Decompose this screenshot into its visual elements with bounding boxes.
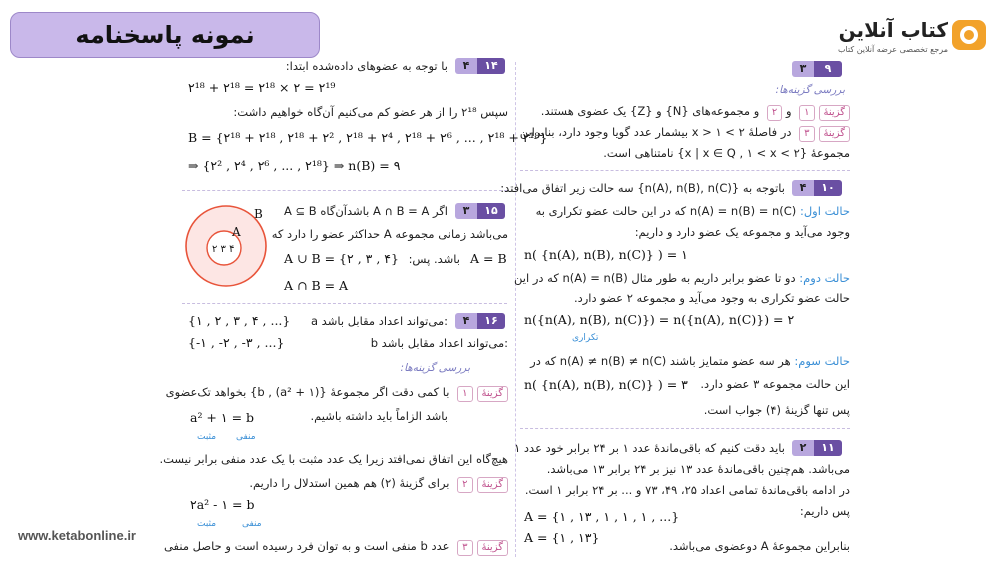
q16-line1-text: a می‌تواند اعداد مقابل باشد: [310,314,448,328]
q15-badge [455,203,505,219]
q16-line2-text: b می‌تواند اعداد مقابل باشد: [370,336,508,350]
q10-case2-text: دو تا عضو برابر داریم به طور مثال n(A) = n(B) که در این [514,271,796,285]
q9-answer: ۳ [792,61,814,77]
q10-case1-text: n(A) = n(B) = n(C) که در این حالت عضو تکراری به [535,204,797,218]
q14-math3: ⇒ {۲² , ۲⁴ , ۲⁶ , ... , ۲¹⁸} ⇒ n(B) = ۹ [188,158,401,173]
page-title-badge [10,12,320,58]
q14-math2: B = {۲¹⁸ + ۲¹⁸ , ۲¹⁸ + ۲² , ۲¹⁸ + ۲⁴ , ۲¹⁸ + ۲⁶ , ... , ۲¹⁸ + ۲¹⁸} [188,130,548,145]
q11-conclusion: بنابراین مجموعهٔ A دوعضوی می‌باشد. [669,539,850,553]
q10-number: ۱۰ [814,180,842,196]
q9-line2 [520,124,850,142]
q16-opt3-text: عدد b منفی است و به توان فرد رسیده است و حاصل منفی [163,539,450,553]
q11-badge [792,440,842,456]
q9-line2-text: در فاصلهٔ ۲ > x > ۱ بیشمار عدد گویا وجود دارد، بنابراین [519,125,792,139]
q14-number: ۱۴ [477,58,505,74]
q15-line2: می‌باشد زمانی مجموعه A حداکثر عضو را دارد که [271,227,508,241]
q9-opt-label-3: گزینهٔ [819,126,850,142]
q14-badge [455,58,505,74]
q10-conclusion: پس تنها گزینهٔ (۴) جواب است. [703,403,850,417]
q14-answer: ۴ [455,58,477,74]
q9-review-heading: بررسی گزینه‌ها: [775,84,845,96]
q14-line1: با توجه به عضوهای داده‌شده ابتدا: [285,59,448,73]
q11-number: ۱۱ [814,440,842,456]
q10-case2-math: n({n(A), n(B), n(C)}) = n({n(A), n(C)}) = ۲ [524,312,795,327]
page-title: نمونه پاسخنامه [75,21,255,49]
q16-opt2 [249,475,508,493]
q10-case3-text: هر سه عضو متمایز باشند n(A) ≠ n(B) ≠ n(C) که در [530,354,791,368]
q9-opt-key-3: ۳ [799,126,814,142]
q10-case3 [530,353,850,369]
q16-badge [455,313,505,329]
q9-opt-key-1: ۱ [799,105,814,121]
q10-answer: ۴ [792,180,814,196]
separator [520,170,850,171]
q9-badge [792,61,842,77]
q16-answer: ۴ [455,313,477,329]
q16-review-heading: بررسی گزینه‌ها: [400,362,470,374]
q10-case2 [514,270,850,286]
logo-subtitle: مرجع تخصصی عرضه آنلاین کتاب [837,45,948,54]
q10-case3-text2: این حالت مجموعه ۳ عضو دارد. [700,377,850,391]
q10-case1-math: n( {n(A), n(B), n(C)} ) = ۱ [524,247,688,262]
q15-line3-text: باشد. پس: [408,252,460,266]
q16-opt2-key: ۲ [457,477,472,493]
q16-opt1-text3: هیچ‌گاه این اتفاق نمی‌افتد زیرا یک عدد مثبت با یک عدد منفی برابر نیست. [159,452,508,466]
q9-line1: گزینهٔ۱ و ۲ و مجموعه‌های {N} و {Z} یک عضوی هستند. [541,103,850,121]
q10-case2-label: حالت دوم: [799,271,850,285]
q15-number: ۱۵ [477,203,505,219]
q15-math-intersection: A ∩ B = A [284,278,349,293]
q11-line1: باید دقت کنیم که باقی‌ماندهٔ عدد ۱ بر ۲۴ برابر خود عدد ۱ [514,441,785,455]
q9-opt-key-2: ۲ [767,105,782,121]
q16-opt1-math: a² + ۱ = b [190,410,255,425]
q15-math-equal: A = B [470,251,507,266]
label-positive: مثبت [197,432,217,442]
q10-badge [792,180,842,196]
set-a-elements: ۲ ۳ ۴ [212,244,235,255]
logo [806,18,986,58]
q9-opt-label-1: گزینهٔ [819,105,850,121]
label-negative: منفی [236,432,256,442]
q16-opt3-label: گزینهٔ [477,540,508,556]
q16-opt3 [164,538,508,556]
q10-line1: باتوجه به {n(A), n(B), n(C)} سه حالت زیر اتفاق می‌افتد: [500,181,785,195]
q10-case1-label: حالت اول: [799,204,850,218]
q15-math-union: A ∪ B = {۲ , ۳ , ۴} [284,251,399,266]
q11-answer: ۲ [792,440,814,456]
q10-case1-text2: وجود می‌آید و مجموعه یک عضو دارد و داریم: [634,225,850,239]
q10-case2-underlabel: تکراری [572,333,599,343]
q10-case1 [536,203,850,219]
q16-number: ۱۶ [477,313,505,329]
q9-line3: مجموعهٔ {x | x ∈ Q , ۱ < x < ۲} نامتناهی است. [603,146,850,160]
q16-line1-math: {۱ , ۲ , ۳ , ۴ , ...} [188,313,291,328]
q16-opt1-text: با کمی دقت اگر مجموعهٔ {b , (a² + ۱)} بخواهد تک‌عضوی [165,385,450,399]
q11-line4: پس داریم: [799,504,850,518]
q14-math1: ۲¹⁸ + ۲¹⁸ = ۲¹⁸ × ۲ = ۲¹⁹ [188,80,336,95]
q16-opt1-text2: باشد الزاماً باید داشته باشیم. [310,409,448,423]
q16-opt1-key: ۱ [457,386,472,402]
separator [182,190,507,191]
logo-icon [952,20,986,50]
q14-line2: سپس ۲¹⁸ را از هر عضو کم می‌کنیم آن‌گاه خواهیم داشت: [233,105,508,119]
venn-diagram [182,200,278,296]
set-a-label: A [232,225,241,239]
q11-math2: A = {۱ , ۱۳} [524,530,600,545]
label-positive-2: مثبت [197,519,217,529]
q9-number: ۹ [814,61,842,77]
q16-opt1-label: گزینهٔ [477,386,508,402]
separator [182,303,507,304]
q11-math1: A = {۱ , ۱۳ , ۱ , ۱ , ۱ , ...} [524,509,680,524]
set-b-label: B [254,207,263,221]
q16-line2-math: {-۱ , -۲ , -۳ , ...} [188,335,285,350]
q16-opt2-text: برای گزینهٔ (۲) هم همین استدلال را داریم. [249,476,450,490]
q9-line1-text: و مجموعه‌های {N} و {Z} یک عضوی هستند. [540,104,760,118]
q16-opt3-key: ۳ [457,540,472,556]
q10-case2-text2: حالت عضو تکراری به وجود می‌آید و مجموعه ۲ عضو دارد. [573,291,850,305]
q16-opt1 [166,384,508,402]
q11-line3: در ادامه باقی‌ماندهٔ تمامی اعداد ۲۵، ۴۹، ۷۳ و ... بر ۲۴ برابر ۱ است. [524,483,850,497]
label-negative-2: منفی [242,519,262,529]
q15-answer: ۳ [455,203,477,219]
q15-line1: اگر A ∩ B = A باشدآن‌گاه A ⊆ B [283,204,448,218]
website-url: www.ketabonline.ir [18,528,136,543]
q10-case3-label: حالت سوم: [794,354,850,368]
q16-opt2-label: گزینهٔ [477,477,508,493]
q11-line2: می‌باشد. هم‌چنین باقی‌ماندهٔ عدد ۱۳ نیز بر ۲۴ برابر ۱۳ می‌باشد. [546,462,850,476]
q16-opt2-math: ۲a² - ۱ = b [190,497,255,512]
separator [520,428,850,429]
q10-case3-math: n( {n(A), n(B), n(C)} ) = ۳ [524,377,688,392]
logo-title: کتاب آنلاین [838,18,948,42]
